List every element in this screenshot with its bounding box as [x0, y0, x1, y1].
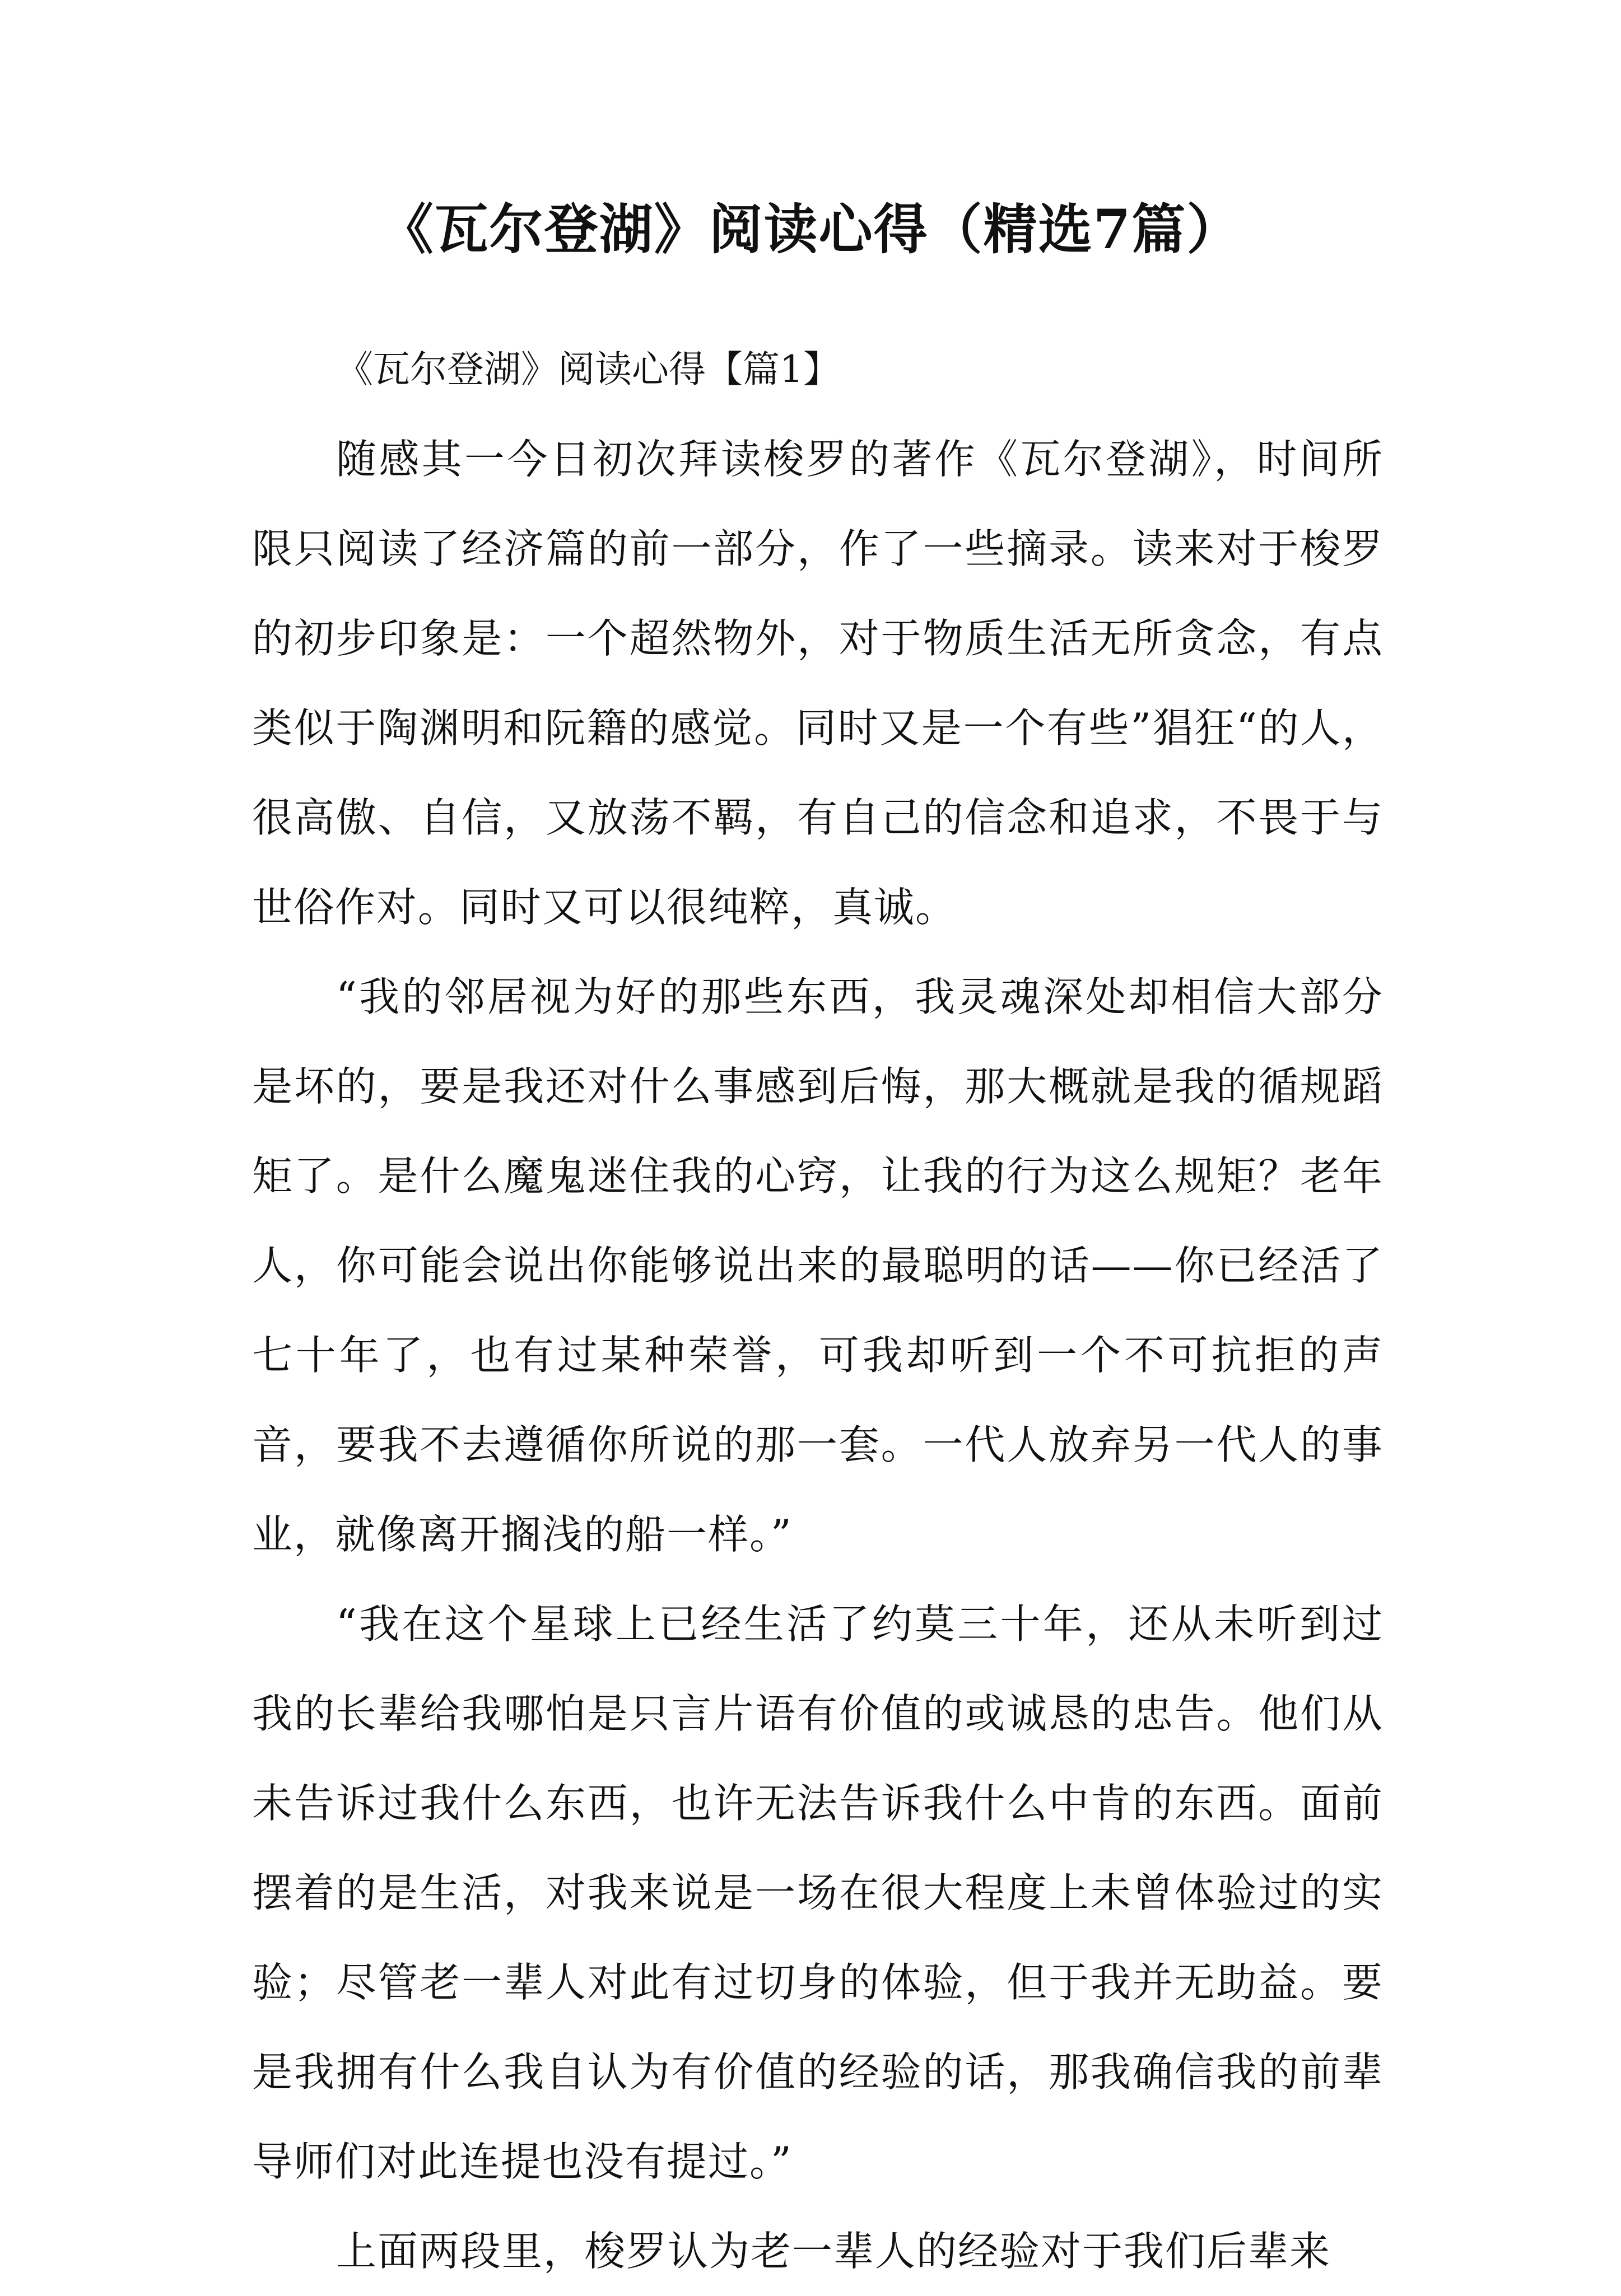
paragraph-3: “我在这个星球上已经生活了约莫三十年，还从未听到过我的长辈给我哪怕是只言片语有价值的或诚恳的忠告。他们从未告诉过我什么东西，也许无法告诉我什么中肯的东西。面前摆着的是生活，对我来说是一场在很大程度上未曾体验过的实验；尽管老一辈人对此有过切身的体验，但于我并无助益。要是我拥有什么我自认为有价值的经验的话，那我确信我的前辈导师们对此连提也没有提过。”	[252, 1600, 1384, 2185]
document-title: 《瓦尔登湖》阅读心得（精选7篇）	[379, 198, 1242, 261]
paragraph-4: 上面两段里，梭罗认为老一辈人的经验对于我们后辈来	[336, 2228, 1331, 2275]
paragraph-1: 随感其一今日初次拜读梭罗的著作《瓦尔登湖》，时间所限只阅读了经济篇的前一部分，作了一些摘录。读来对于梭罗的初步印象是：一个超然物外，对于物质生活无所贪念，有点类似于陶渊明和阮籍的感觉。同时又是一个有些”猖狂“的人，很高傲、自信，又放荡不羁，有自己的信念和追求，不畏于与世俗作对。同时又可以很纯粹，真诚。	[252, 436, 1384, 931]
section-heading: 《瓦尔登湖》阅读心得【篇1】	[336, 348, 840, 391]
document-body	[252, 325, 1384, 2296]
paragraph-2: “我的邻居视为好的那些东西，我灵魂深处却相信大部分是坏的，要是我还对什么事感到后悔，那大概就是我的循规蹈矩了。是什么魔鬼迷住我的心窍，让我的行为这么规矩？老年人，你可能会说出你能够说出来的最聪明的话——你已经活了七十年了，也有过某种荣誉，可我却听到一个不可抗拒的声音，要我不去遵循你所说的那一套。一代人放弃另一代人的事业，就像离开搁浅的船一样。”	[252, 973, 1384, 1558]
